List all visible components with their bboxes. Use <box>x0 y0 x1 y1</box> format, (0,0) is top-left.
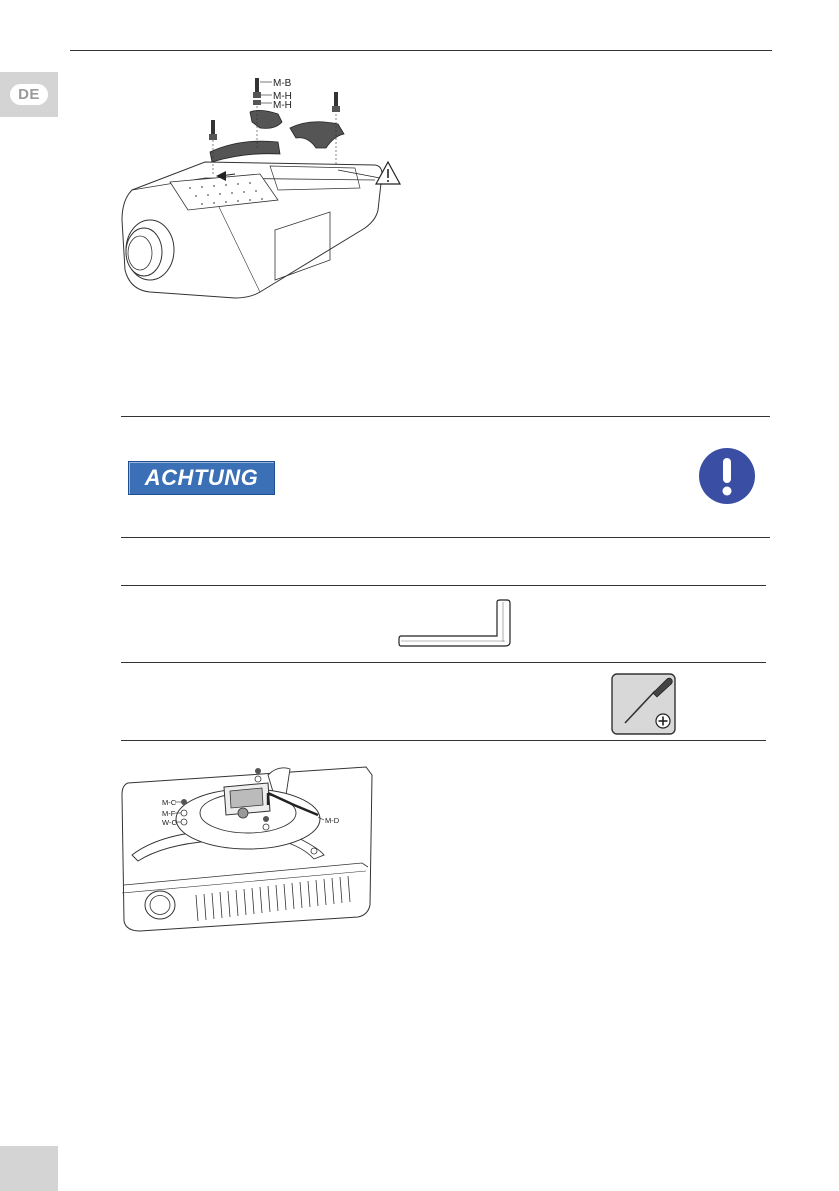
label-w-c: W-C <box>162 818 177 827</box>
label-m-b: M-B <box>273 78 292 89</box>
notice-top-rule <box>121 416 770 417</box>
label-m-h-1: M-H <box>273 91 292 102</box>
figure-projector-arms <box>110 70 420 305</box>
header-rule <box>70 50 772 51</box>
language-tab <box>0 72 58 117</box>
tool-row-rule-2 <box>121 662 766 663</box>
figure-mount-assembly <box>118 755 380 935</box>
tool-row-rule-1 <box>121 585 766 586</box>
label-m-h-2: M-H <box>273 100 292 111</box>
exclamation-icon <box>698 447 756 505</box>
allen-key-icon <box>397 598 513 650</box>
label-m-c: M-C <box>162 798 177 807</box>
notice-bottom-rule <box>121 537 770 538</box>
label-m-d: M-D <box>325 816 340 825</box>
achtung-badge: ACHTUNG <box>128 461 275 495</box>
language-tab-label: DE <box>10 84 48 105</box>
page-corner-tab <box>0 1146 58 1191</box>
tool-row-rule-3 <box>121 740 766 741</box>
label-m-f: M-F <box>162 809 176 818</box>
phillips-screwdriver-icon <box>611 673 676 735</box>
